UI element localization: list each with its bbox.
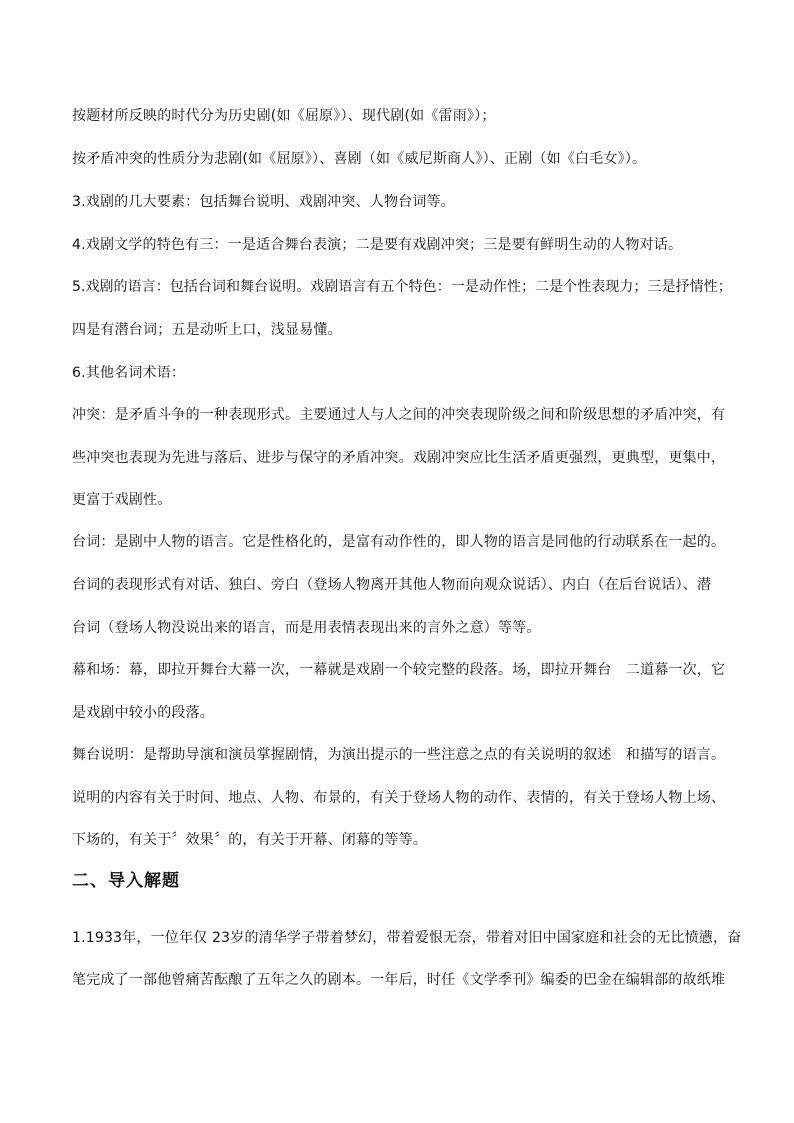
body-text-line: 台词的表现形式有对话、独白、旁白（登场人物离开其他人物而向观众说话）、内白（在后台说话）、潜: [72, 577, 712, 593]
body-text-line: 按题材所反映的时代分为历史剧(如《屈原》）、现代剧(如《雷雨》）；: [72, 108, 496, 124]
body-text-line: 4.戏剧文学的特色有三：一是适合舞台表演；二是要有戏剧冲突；三是要有鲜明生动的人物对话。: [72, 237, 683, 253]
body-text-line: 下场的，有关于〞效果〞的，有关于开幕、闭幕的等等。: [72, 832, 427, 848]
body-text-line: 幕和场：幕，即拉开舞台大幕一次，一幕就是戏剧一个较完整的段落。场，即拉开舞台 二道幕一次，它: [72, 662, 726, 678]
body-text-line: 台词（登场人物没说出来的语言，而是用表情表现出来的言外之意）等等。: [72, 620, 541, 636]
body-text-line: 5.戏剧的语言：包括台词和舞台说明。戏剧语言有五个特色：一是动作性；二是个性表现力；三是抒情性；: [72, 279, 732, 295]
body-text-line: 按矛盾冲突的性质分为悲剧(如《屈原》）、喜剧（如《威尼斯商人》）、正剧（如《白毛女》）。: [72, 151, 647, 167]
body-text-line: 冲突：是矛盾斗争的一种表现形式。主要通过人与人之间的冲突表现阶级之间和阶级思想的矛盾冲突，有: [72, 407, 726, 423]
section-heading: 二、导入解题: [72, 871, 180, 891]
body-text-line: 6.其他名词术语：: [72, 365, 186, 381]
body-text-line: 更富于戏剧性。: [72, 492, 172, 508]
body-text-line: 台词：是剧中人物的语言。它是性格化的，是富有动作性的，即人物的语言是同他的行动联系在一起的。: [72, 534, 726, 550]
body-text-line: 舞台说明：是帮助导演和演员掌握剧情，为演出提示的一些注意之点的有关说明的叙述 和描写的语言。: [72, 747, 726, 763]
body-text-line: 是戏剧中较小的段落。: [72, 705, 214, 721]
body-text-line: 些冲突也表现为先进与落后、进步与保守的矛盾冲突。戏剧冲突应比生活矛盾更强烈，更典型，更集中，: [72, 450, 726, 466]
body-text-line: 四是有潜台词；五是动听上口，浅显易懂。: [72, 322, 342, 338]
body-text-line: 3.戏剧的几大要素：包括舞台说明、戏剧冲突、人物台词等。: [72, 194, 455, 210]
body-text-line: 说明的内容有关于时间、地点、人物、布景的，有关于登场人物的动作、表情的，有关于登场人物上场、: [72, 790, 726, 806]
body-text-line: 1.1933年，一位年仅 23岁的清华学子带着梦幻，带着爱恨无奈，带着对旧中国家庭和社会的无比愤懑，奋: [72, 930, 742, 946]
body-text-line: 笔完成了一部他曾痛苦酝酿了五年之久的剧本。一年后，时任《文学季刊》编委的巴金在编辑部的故纸堆: [72, 972, 726, 988]
